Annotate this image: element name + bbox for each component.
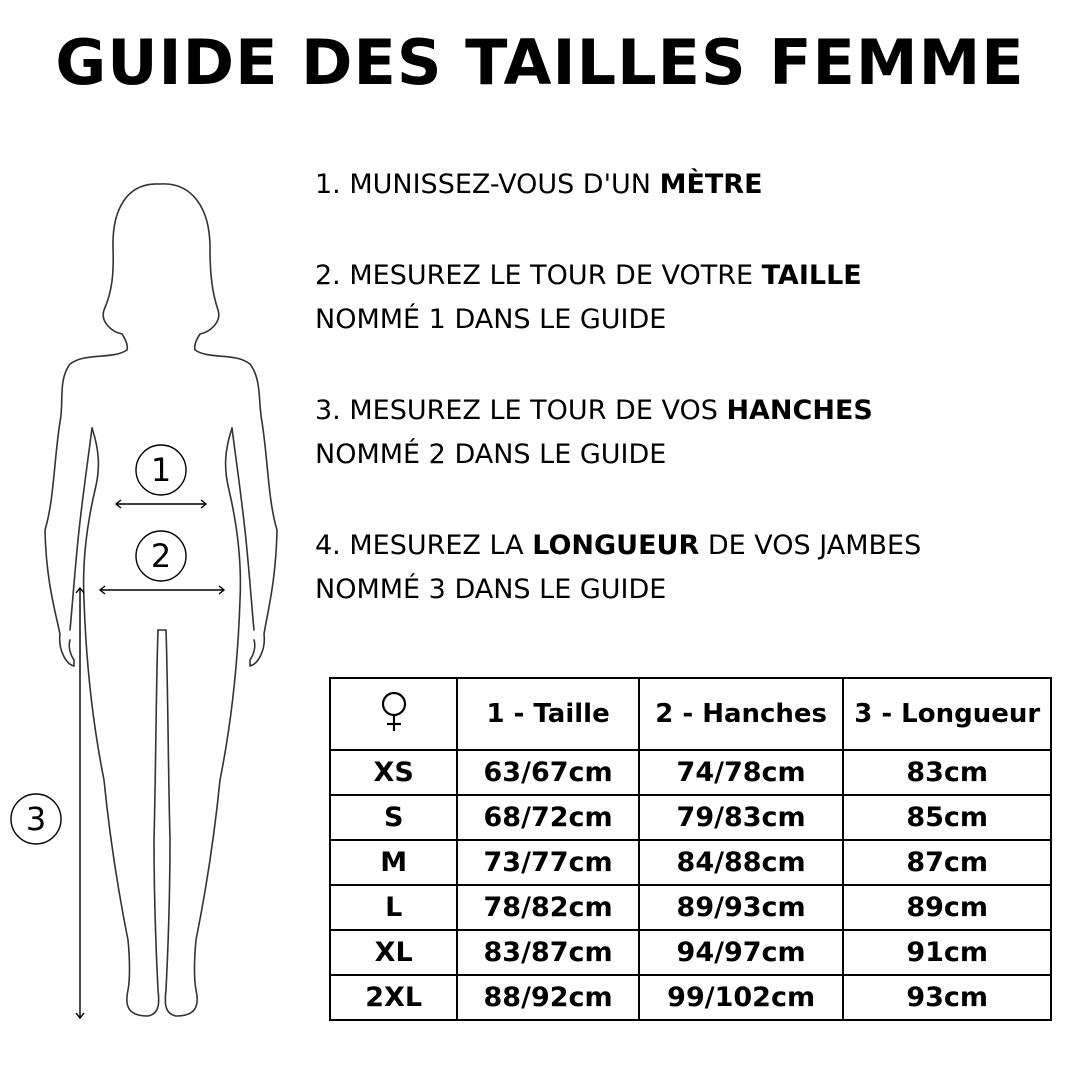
longueur-value: 93cm [843,975,1051,1020]
header-longueur: 3 - Longueur [843,678,1051,750]
instructions [315,163,1075,659]
header-hanches: 2 - Hanches [639,678,844,750]
taille-value: 78/82cm [457,885,639,930]
marker-3-label: 3 [25,800,47,838]
taille-value: 88/92cm [457,975,639,1020]
taille-value: 68/72cm [457,795,639,840]
size-label: XL [330,930,457,975]
marker-1-label: 1 [150,451,172,489]
size-table [329,677,1052,1021]
page-title: GUIDE DES TAILLES FEMME [55,26,1025,99]
head-outline [45,184,160,666]
hanches-value: 79/83cm [639,795,844,840]
table-row [330,795,1051,840]
hanches-value: 74/78cm [639,750,844,795]
taille-value: 83/87cm [457,930,639,975]
longueur-value: 89cm [843,885,1051,930]
longueur-value: 91cm [843,930,1051,975]
table-header-row [330,678,1051,750]
step-4: 4. MESUREZ LA LONGUEUR DE VOS JAMBES NOMMÉ 3 DANS LE GUIDE [315,530,922,605]
header-taille: 1 - Taille [457,678,639,750]
body-silhouette-figure [0,160,300,1060]
step-2: 2. MESUREZ LE TOUR DE VOTRE TAILLE NOMMÉ 1 DANS LE GUIDE [315,260,862,335]
size-label: XS [330,750,457,795]
marker-2-label: 2 [150,537,172,575]
hanches-value: 89/93cm [639,885,844,930]
size-label: 2XL [330,975,457,1020]
table-row [330,750,1051,795]
length-measure-marker [11,588,84,1018]
table-row [330,885,1051,930]
table-row [330,975,1051,1020]
longueur-value: 83cm [843,750,1051,795]
head-outline-right [160,184,277,666]
size-label: S [330,795,457,840]
longueur-value: 87cm [843,840,1051,885]
size-label: M [330,840,457,885]
hanches-value: 94/97cm [639,930,844,975]
step-1: 1. MUNISSEZ-VOUS D'UN MÈTRE [315,169,763,200]
table-row [330,840,1051,885]
taille-value: 63/67cm [457,750,639,795]
step-3: 3. MESUREZ LE TOUR DE VOS HANCHES NOMMÉ 2 DANS LE GUIDE [315,395,873,470]
table-row [330,930,1051,975]
female-symbol-icon [377,689,411,733]
hanches-value: 84/88cm [639,840,844,885]
taille-value: 73/77cm [457,840,639,885]
hanches-value: 99/102cm [639,975,844,1020]
longueur-value: 85cm [843,795,1051,840]
size-label: L [330,885,457,930]
corner-cell [330,678,457,750]
